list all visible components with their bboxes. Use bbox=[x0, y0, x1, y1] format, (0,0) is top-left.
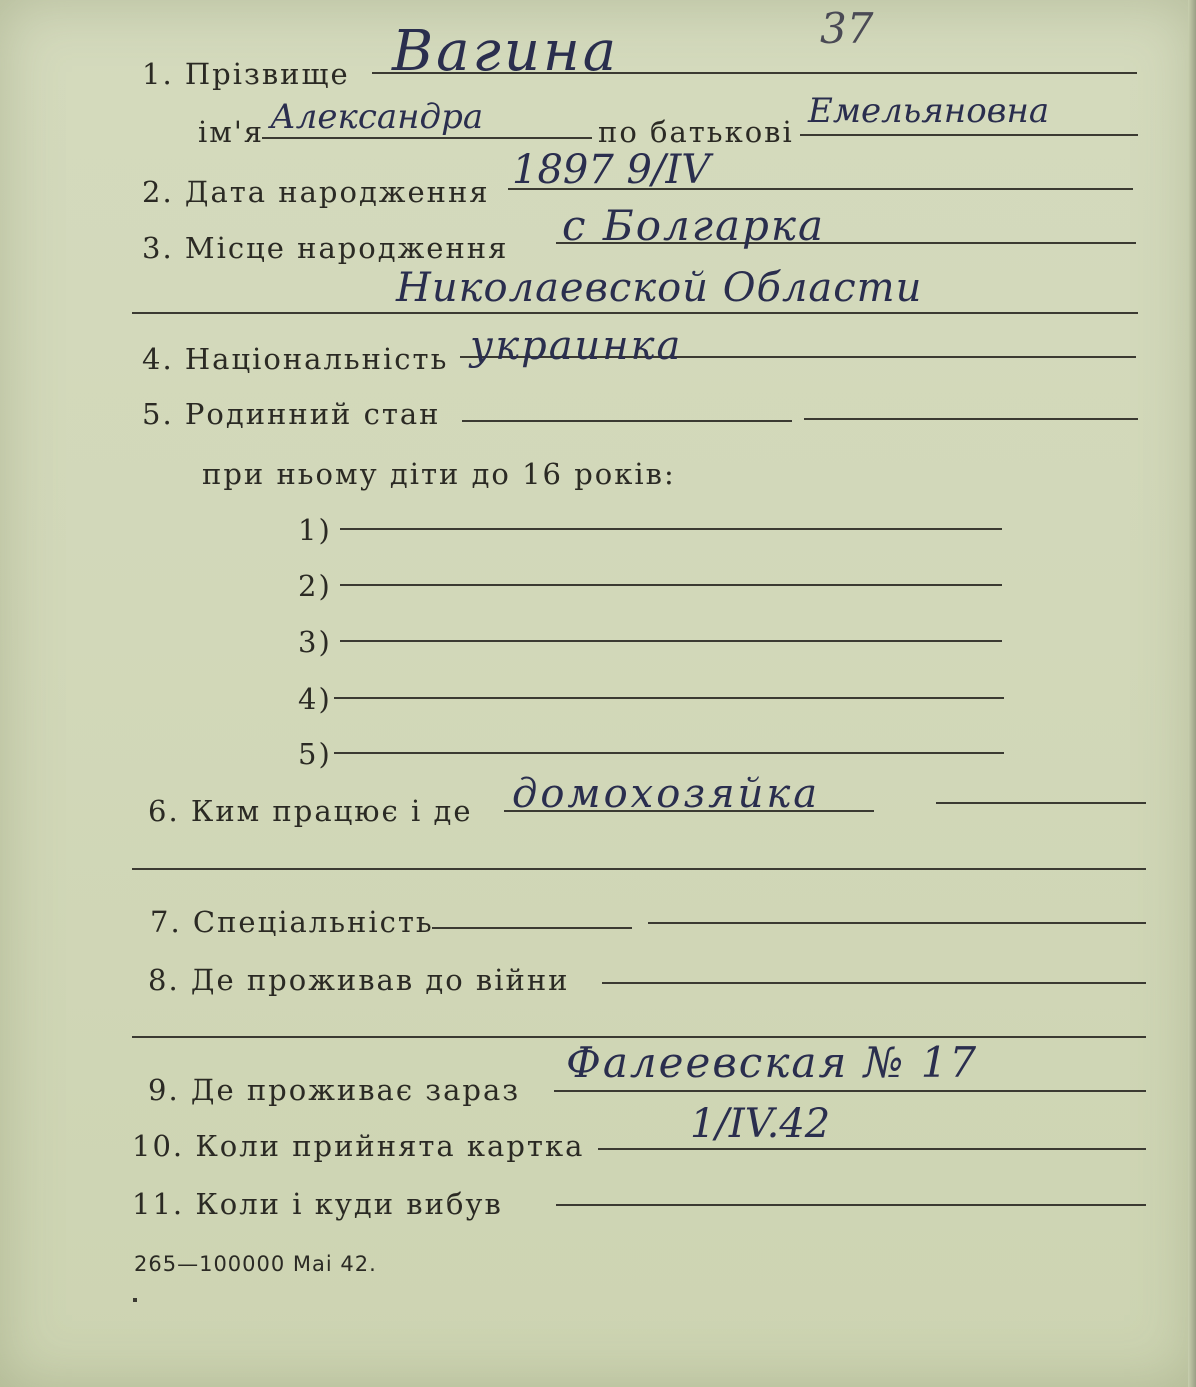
current-residence-line bbox=[554, 1090, 1146, 1092]
child-2-label: 2) bbox=[298, 569, 332, 603]
occupation-value: домохозяйка bbox=[512, 771, 821, 817]
prewar-residence-line bbox=[602, 982, 1146, 984]
child-4-line bbox=[334, 697, 1004, 699]
occupation-label: 6. Ким працює і де bbox=[148, 794, 473, 828]
current-residence-label: 9. Де проживає зараз bbox=[148, 1073, 521, 1107]
child-5-label: 5) bbox=[298, 737, 332, 771]
surname-value: Вагина bbox=[392, 19, 620, 84]
child-4-label: 4) bbox=[298, 682, 332, 716]
child-1-label: 1) bbox=[298, 513, 332, 547]
nationality-label: 4. Національність bbox=[142, 342, 449, 376]
children-label: при ньому діти до 16 років: bbox=[202, 457, 676, 491]
child-1-line bbox=[340, 528, 1002, 530]
prewar-residence-label: 8. Де проживав до війни bbox=[148, 963, 570, 997]
name-label: ім'я bbox=[198, 115, 265, 149]
birth-date-label: 2. Дата народження bbox=[142, 175, 490, 209]
card-date-value: 1/IV.42 bbox=[690, 1101, 831, 1147]
marital-status-line-b bbox=[804, 418, 1138, 420]
patronymic-label: по батькові bbox=[598, 115, 794, 149]
birth-place-line-2 bbox=[132, 312, 1138, 314]
departure-line bbox=[556, 1204, 1146, 1206]
specialty-label: 7. Спеціальність bbox=[150, 905, 434, 939]
marital-status-line-a bbox=[462, 420, 792, 422]
card-edge bbox=[1188, 0, 1196, 1387]
marital-status-label: 5. Родинний стан bbox=[142, 397, 441, 431]
birth-place-label: 3. Місце народження bbox=[142, 231, 509, 265]
child-3-line bbox=[340, 640, 1002, 642]
name-line bbox=[262, 137, 592, 139]
birth-place-value-2: Николаевской Области bbox=[396, 265, 923, 311]
child-2-line bbox=[340, 584, 1002, 586]
departure-label: 11. Коли і куди вибув bbox=[132, 1187, 503, 1221]
card-date-line bbox=[598, 1148, 1146, 1150]
nationality-value: украинка bbox=[470, 323, 683, 369]
specialty-line-b bbox=[648, 922, 1146, 924]
ink-speck bbox=[133, 1298, 137, 1302]
child-5-line bbox=[334, 752, 1004, 754]
first-name-value: Александра bbox=[270, 97, 484, 137]
corner-number: 37 bbox=[820, 4, 874, 53]
current-address-value: Фалеевская № 17 bbox=[566, 1038, 979, 1087]
birth-date-value: 1897 9/IV bbox=[512, 147, 711, 193]
surname-label: 1. Прізвище bbox=[142, 57, 350, 91]
card-date-label: 10. Коли прийнята картка bbox=[132, 1129, 585, 1163]
occupation-line-b bbox=[936, 802, 1146, 804]
patronymic-line bbox=[800, 134, 1138, 136]
print-code: 265—100000 Mai 42. bbox=[134, 1252, 377, 1276]
occupation-line-2 bbox=[132, 868, 1146, 870]
birth-place-value-1: с Болгарка bbox=[562, 201, 826, 250]
patronymic-value: Емельяновна bbox=[808, 91, 1050, 131]
child-3-label: 3) bbox=[298, 625, 332, 659]
specialty-line-a bbox=[432, 927, 632, 929]
